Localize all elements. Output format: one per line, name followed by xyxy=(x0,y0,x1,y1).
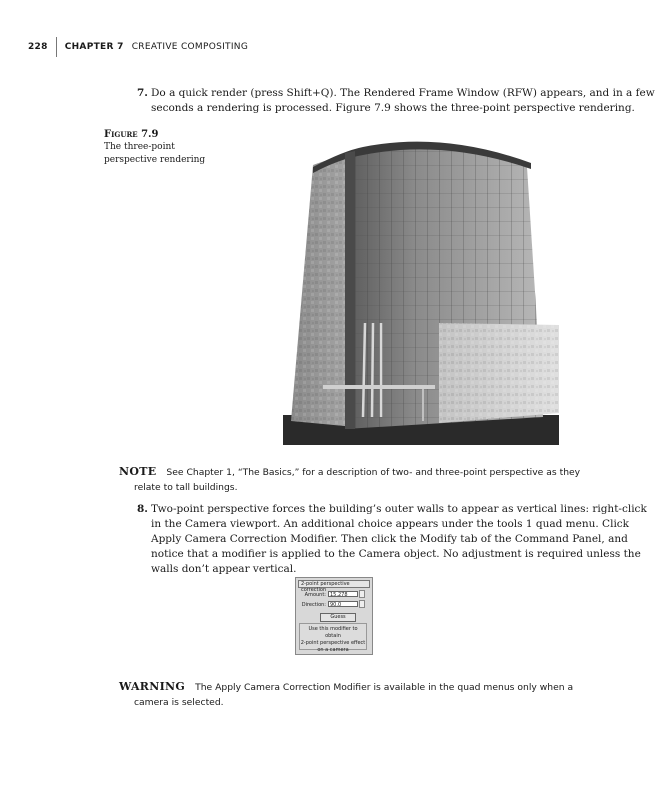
step-number: 7. xyxy=(137,87,148,99)
step-7 xyxy=(137,86,655,116)
warning-keyword: WARNING xyxy=(119,680,186,693)
guess-button: Guess xyxy=(320,613,356,622)
building-rendering-image xyxy=(283,137,559,445)
step-text-line: walls don’t appear vertical. xyxy=(151,563,297,575)
step-8 xyxy=(137,502,647,577)
step-text-line: Two-point perspective forces the building’s outer walls to appear as vertical lines: right-click xyxy=(151,503,647,515)
caption-line: The three-point xyxy=(104,142,175,152)
note-text-line: relate to tall buildings. xyxy=(134,482,238,493)
step-text-line: in the Camera viewport. An additional choice appears under the tools 1 quad menu. Click xyxy=(151,518,630,530)
step-text-line: Apply Camera Correction Modifier. Then click the Modify tab of the Command Panel, and xyxy=(151,533,628,545)
caption-line: perspective rendering xyxy=(104,155,206,165)
chapter-title: CREATIVE COMPOSITING xyxy=(131,42,249,52)
amount-label: Amount: xyxy=(304,591,326,598)
running-header xyxy=(28,37,248,57)
warning-callout xyxy=(119,679,599,710)
page-number: 228 xyxy=(28,42,48,52)
step-text-line: seconds a rendering is processed. Figure 7.9 shows the three-point perspective rendering. xyxy=(151,102,635,114)
spinner-icon xyxy=(359,600,365,608)
direction-row xyxy=(300,600,365,609)
info-line: on a camera xyxy=(317,647,349,653)
warning-text-line: The Apply Camera Correction Modifier is available in the quad menus only when a xyxy=(195,682,574,693)
figure-caption xyxy=(104,128,224,167)
step-number: 8. xyxy=(137,503,148,515)
rollout-title: 2-point perspective correction xyxy=(298,580,370,588)
step-text-line: Do a quick render (press Shift+Q). The Rendered Frame Window (RFW) appears, and in a few xyxy=(151,87,655,99)
figure-label: Figure 7.9 xyxy=(104,129,159,140)
note-callout xyxy=(119,464,599,495)
amount-row xyxy=(300,590,365,599)
amount-field: 15.278 xyxy=(328,591,358,597)
info-box xyxy=(299,623,367,653)
spinner-icon xyxy=(359,590,365,598)
note-text-line: See Chapter 1, “The Basics,” for a description of two- and three-point perspective as they xyxy=(166,467,581,478)
note-keyword: NOTE xyxy=(119,465,157,478)
info-line: 2-point perspective effect xyxy=(300,640,366,646)
info-line: Use this modifier to obtain xyxy=(308,626,358,639)
direction-field: 90.0 xyxy=(328,601,358,607)
header-divider xyxy=(56,37,57,57)
warning-text-line: camera is selected. xyxy=(134,697,224,708)
step-text-line: notice that a modifier is applied to the Camera object. No adjustment is required unless the xyxy=(151,548,641,560)
direction-label: Direction: xyxy=(301,601,326,608)
perspective-correction-panel-image xyxy=(295,577,373,655)
chapter-label: CHAPTER 7 xyxy=(64,42,124,52)
